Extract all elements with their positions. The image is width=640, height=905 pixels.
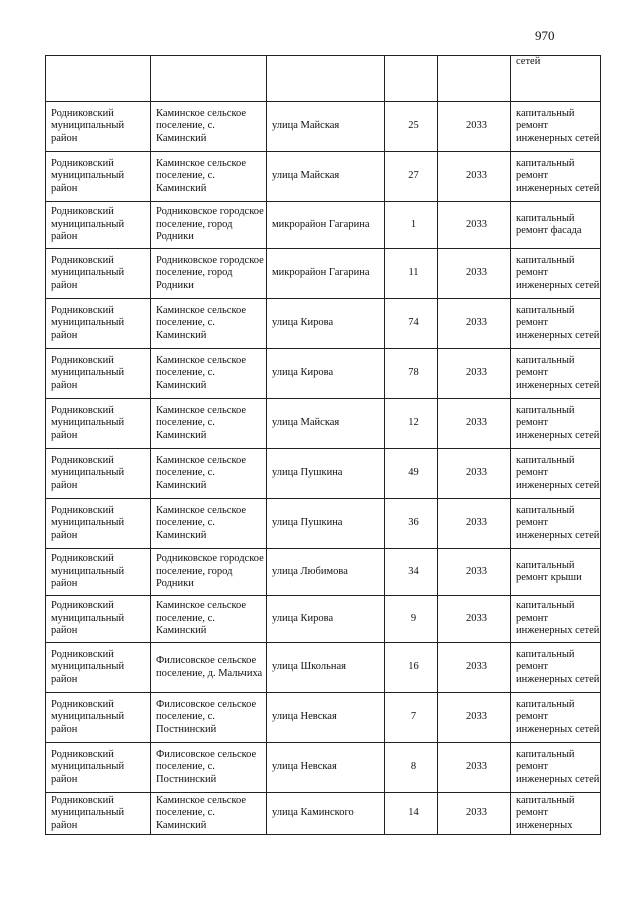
cell-house (385, 56, 438, 102)
cell-district: Родниковский муниципальный район (46, 299, 151, 349)
cell-settlement: Родниковское городское поселение, город Родники (151, 249, 267, 299)
table-row (46, 299, 601, 349)
cell-work: капитальный ремонт крыши (511, 549, 601, 596)
cell-year: 2033 (438, 596, 511, 643)
cell-work: капитальный ремонт инженерных сетей (511, 499, 601, 549)
cell-house: 9 (385, 596, 438, 643)
table-row (46, 449, 601, 499)
cell-district: Родниковский муниципальный район (46, 499, 151, 549)
table-row (46, 596, 601, 643)
cell-district: Родниковский муниципальный район (46, 349, 151, 399)
cell-district: Родниковский муниципальный район (46, 449, 151, 499)
cell-year: 2033 (438, 349, 511, 399)
cell-year: 2033 (438, 643, 511, 693)
table-row (46, 249, 601, 299)
cell-street: улица Пушкина (267, 499, 385, 549)
table-row (46, 743, 601, 793)
cell-house: 16 (385, 643, 438, 693)
table-row (46, 152, 601, 202)
cell-house: 74 (385, 299, 438, 349)
cell-settlement: Родниковское городское поселение, город Родники (151, 549, 267, 596)
cell-district: Родниковский муниципальный район (46, 399, 151, 449)
cell-settlement: Каминское сельское поселение, с. Каминский (151, 793, 267, 835)
cell-street: улица Кирова (267, 299, 385, 349)
cell-work: капитальный ремонт инженерных сетей (511, 643, 601, 693)
cell-year: 2033 (438, 549, 511, 596)
cell-settlement: Каминское сельское поселение, с. Каминский (151, 449, 267, 499)
cell-work: капитальный ремонт инженерных сетей (511, 596, 601, 643)
cell-street: улица Школьная (267, 643, 385, 693)
cell-house: 12 (385, 399, 438, 449)
cell-work: капитальный ремонт инженерных сетей (511, 102, 601, 152)
table-row (46, 693, 601, 743)
cell-settlement: Родниковское городское поселение, город Родники (151, 202, 267, 249)
cell-street: улица Майская (267, 399, 385, 449)
cell-year: 2033 (438, 249, 511, 299)
table-row (46, 499, 601, 549)
table-row (46, 202, 601, 249)
cell-work: сетей (511, 56, 601, 102)
housing-repair-table (45, 55, 601, 835)
cell-work: капитальный ремонт инженерных сетей (511, 449, 601, 499)
cell-street: улица Майская (267, 152, 385, 202)
cell-settlement: Каминское сельское поселение, с. Каминский (151, 596, 267, 643)
cell-settlement: Каминское сельское поселение, с. Каминский (151, 299, 267, 349)
cell-settlement: Филисовское сельское поселение, с. Постнинский (151, 693, 267, 743)
cell-house: 27 (385, 152, 438, 202)
cell-year: 2033 (438, 743, 511, 793)
cell-settlement: Каминское сельское поселение, с. Каминский (151, 349, 267, 399)
cell-district: Родниковский муниципальный район (46, 102, 151, 152)
cell-year: 2033 (438, 499, 511, 549)
cell-settlement (151, 56, 267, 102)
cell-settlement: Каминское сельское поселение, с. Каминский (151, 499, 267, 549)
cell-settlement: Филисовское сельское поселение, с. Постнинский (151, 743, 267, 793)
cell-year: 2033 (438, 399, 511, 449)
cell-work: капитальный ремонт инженерных сетей (511, 249, 601, 299)
cell-street: улица Любимова (267, 549, 385, 596)
cell-year: 2033 (438, 202, 511, 249)
cell-district: Родниковский муниципальный район (46, 596, 151, 643)
cell-work: капитальный ремонт инженерных сетей (511, 152, 601, 202)
cell-year: 2033 (438, 693, 511, 743)
cell-year: 2033 (438, 299, 511, 349)
table-row (46, 793, 601, 835)
cell-street: улица Кирова (267, 596, 385, 643)
cell-year (438, 56, 511, 102)
cell-street: улица Майская (267, 102, 385, 152)
cell-street: улица Каминского (267, 793, 385, 835)
cell-house: 1 (385, 202, 438, 249)
cell-year: 2033 (438, 449, 511, 499)
cell-work: капитальный ремонт инженерных сетей (511, 349, 601, 399)
cell-work: капитальный ремонт инженерных (511, 793, 601, 835)
cell-house: 78 (385, 349, 438, 399)
cell-work: капитальный ремонт фасада (511, 202, 601, 249)
table-row (46, 643, 601, 693)
cell-street: микрорайон Гагарина (267, 249, 385, 299)
table-row (46, 349, 601, 399)
cell-street (267, 56, 385, 102)
table-row-continuation (46, 56, 601, 102)
cell-settlement: Филисовское сельское поселение, д. Мальчиха (151, 643, 267, 693)
table-row (46, 399, 601, 449)
cell-house: 14 (385, 793, 438, 835)
cell-work: капитальный ремонт инженерных сетей (511, 299, 601, 349)
table-row (46, 102, 601, 152)
cell-street: улица Невская (267, 743, 385, 793)
cell-street: микрорайон Гагарина (267, 202, 385, 249)
cell-district: Родниковский муниципальный район (46, 743, 151, 793)
page-number: 970 (535, 28, 555, 43)
cell-house: 36 (385, 499, 438, 549)
cell-house: 25 (385, 102, 438, 152)
cell-settlement: Каминское сельское поселение, с. Каминский (151, 152, 267, 202)
cell-settlement: Каминское сельское поселение, с. Каминский (151, 399, 267, 449)
cell-year: 2033 (438, 793, 511, 835)
cell-year: 2033 (438, 152, 511, 202)
cell-house: 11 (385, 249, 438, 299)
cell-work: капитальный ремонт инженерных сетей (511, 399, 601, 449)
cell-house: 34 (385, 549, 438, 596)
cell-district (46, 56, 151, 102)
cell-street: улица Невская (267, 693, 385, 743)
cell-district: Родниковский муниципальный район (46, 202, 151, 249)
cell-house: 7 (385, 693, 438, 743)
cell-work: капитальный ремонт инженерных сетей (511, 743, 601, 793)
cell-settlement: Каминское сельское поселение, с. Каминский (151, 102, 267, 152)
cell-district: Родниковский муниципальный район (46, 249, 151, 299)
cell-work: капитальный ремонт инженерных сетей (511, 693, 601, 743)
cell-street: улица Кирова (267, 349, 385, 399)
cell-district: Родниковский муниципальный район (46, 793, 151, 835)
table-row (46, 549, 601, 596)
cell-house: 8 (385, 743, 438, 793)
cell-district: Родниковский муниципальный район (46, 152, 151, 202)
cell-year: 2033 (438, 102, 511, 152)
cell-district: Родниковский муниципальный район (46, 643, 151, 693)
cell-district: Родниковский муниципальный район (46, 693, 151, 743)
cell-district: Родниковский муниципальный район (46, 549, 151, 596)
cell-street: улица Пушкина (267, 449, 385, 499)
cell-house: 49 (385, 449, 438, 499)
